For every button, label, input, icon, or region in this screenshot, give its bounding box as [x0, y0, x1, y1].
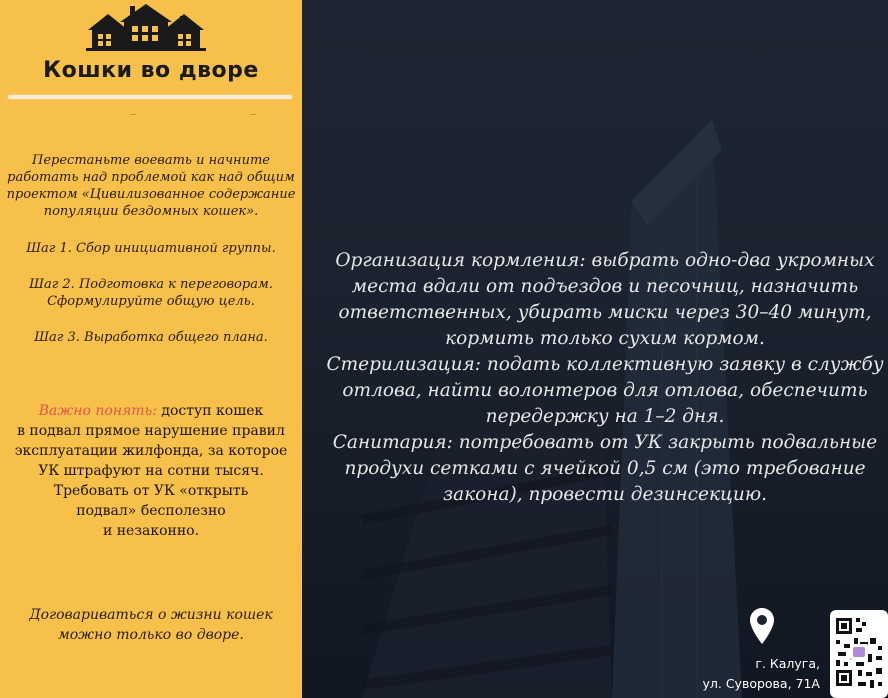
final-line: можно только во дворе.: [58, 627, 244, 643]
intro-line: работать над проблемой как над общим: [7, 170, 295, 185]
address-city: г. Калуга,: [755, 656, 820, 671]
step-2-line: Сформулируйте общую цель.: [47, 294, 255, 309]
step-2: [0, 276, 302, 310]
important-line: подвал» бесполезно: [76, 503, 226, 519]
body-line: кормить только сухим кормом.: [445, 328, 765, 349]
important-label: Важно понять:: [38, 403, 157, 419]
important-line: эксплуатации жилфонда, за которое: [14, 443, 288, 459]
important-line: и незаконно.: [102, 523, 200, 539]
intro-line: проектом «Цивилизованное содержание: [6, 187, 296, 202]
step-3: Шаг 3. Выработка общего плана.: [34, 330, 268, 345]
step-2-line: Шаг 2. Подготовка к переговорам.: [29, 277, 273, 292]
title-divider: [8, 95, 292, 99]
important-line: УК штрафуют на сотни тысяч.: [38, 463, 264, 479]
divider-dash: [130, 114, 136, 115]
body-text: [322, 248, 888, 508]
final-line: Договариваться о жизни кошек: [29, 607, 273, 623]
body-line: отлова, найти волонтеров для отлова, обеспечить: [342, 380, 868, 401]
body-line: закона), провести дезинсекцию.: [442, 484, 768, 505]
important-first-text: доступ кошек: [156, 403, 264, 419]
final-note: [0, 605, 302, 645]
map-pin-icon: [750, 608, 774, 644]
important-first-line: [0, 401, 302, 421]
divider-dash: [250, 114, 256, 115]
houses-logo-icon: [86, 2, 206, 52]
page-title: Кошки во дворе: [43, 58, 259, 83]
intro-text: [0, 152, 302, 220]
left-panel: [0, 0, 302, 698]
body-line: ответственных, убирать миски через 30–40 минут,: [338, 302, 872, 323]
body-line: Стерилизация: подать коллективную заявку в службу: [326, 354, 884, 375]
body-line: передержку на 1–2 дня.: [485, 406, 725, 427]
body-line: Санитария: потребовать от УК закрыть подвальные: [332, 432, 878, 453]
intro-line: Перестаньте воевать и начните: [32, 153, 270, 168]
intro-line: популяции бездомных кошек».: [43, 204, 259, 219]
body-line: Организация кормления: выбрать одно-два укромных: [335, 250, 875, 271]
qr-code-icon[interactable]: [830, 610, 888, 698]
important-line: Требовать от УК «открыть: [53, 483, 249, 499]
address: [672, 654, 820, 694]
important-note: [0, 401, 302, 541]
step-1: Шаг 1. Сбор инициативной группы.: [26, 241, 276, 256]
right-panel: [302, 0, 888, 698]
body-line: места вдали от подъездов и песочниц, назначить: [351, 276, 859, 297]
qr-pattern: [830, 610, 888, 698]
address-street: ул. Суворова, 71А: [702, 676, 820, 691]
body-line: продухи сетками с ячейкой 0,5 см (это требование: [344, 458, 866, 479]
important-line: в подвал прямое нарушение правил: [17, 423, 285, 439]
